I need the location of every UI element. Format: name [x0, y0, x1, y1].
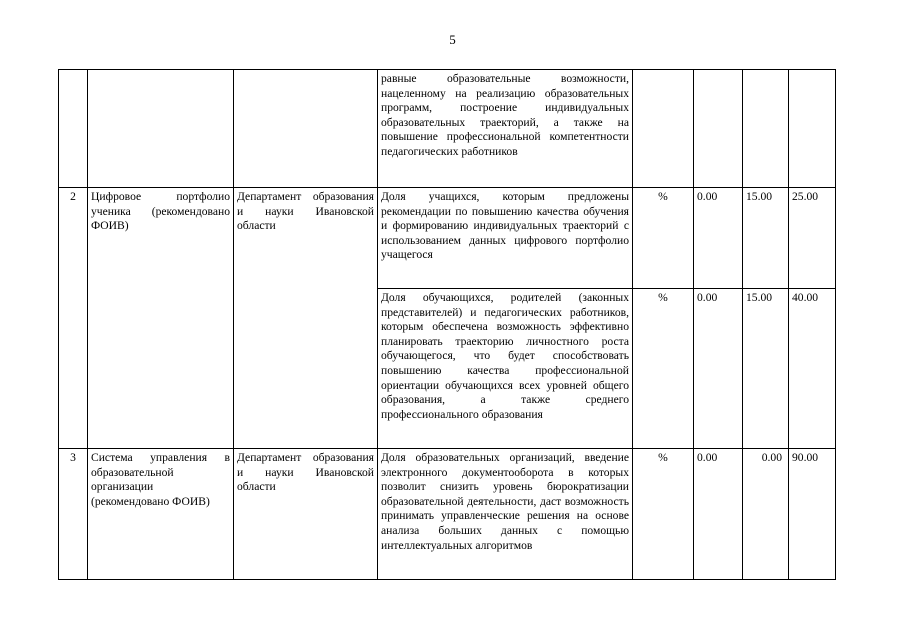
unit-cell: [633, 70, 694, 188]
indicator-value-target: 25.00: [789, 188, 836, 289]
project-name: Система управления в образовательной организации (рекомендовано ФОИВ): [88, 449, 234, 580]
project-name: Цифровое портфолио ученика (рекомендовано ФОИВ): [88, 188, 234, 449]
indicator-unit: %: [633, 188, 694, 289]
indicator-value-mid: 0.00: [743, 449, 789, 580]
indicator-unit: %: [633, 449, 694, 580]
value-mid-cell: [743, 70, 789, 188]
department-name: Департамент образования и науки Ивановской области: [234, 449, 378, 580]
indicator-text: Доля учащихся, которым предложены рекомендации по повышению качества обучения и формированию индивидуальных траекторий с использованием данных цифрового портфолио учащегося: [378, 188, 633, 289]
project-name-cell: [88, 70, 234, 188]
indicator-value-target: 40.00: [789, 289, 836, 449]
indicator-text: Доля обучающихся, родителей (законных представителей) и педагогических работников, которым обеспечена возможность эффективно планировать траекторию личностного роста обучающегося, что будет способствовать повышению качества профессиональной ориентации обучающихся всех уровней общего образования, а также среднего профессионального образования: [378, 289, 633, 449]
indicator-text: равные образовательные возможности, нацеленному на реализацию образовательных программ, построение индивидуальных образовательных траекторий, а также на повышение профессиональной компетентности педагогических работников: [378, 70, 633, 188]
projects-table: [58, 69, 836, 580]
table-row-continuation: [59, 70, 836, 188]
indicator-value-mid: 15.00: [743, 188, 789, 289]
row-number: 2: [59, 188, 88, 449]
table-row: [59, 449, 836, 580]
department-cell: [234, 70, 378, 188]
row-number-cell: [59, 70, 88, 188]
row-number: 3: [59, 449, 88, 580]
department-name: Департамент образования и науки Ивановской области: [234, 188, 378, 449]
table-row: [59, 188, 836, 289]
indicator-value-base: 0.00: [694, 188, 743, 289]
indicator-value-base: 0.00: [694, 289, 743, 449]
indicator-value-target: 90.00: [789, 449, 836, 580]
indicator-value-base: 0.00: [694, 449, 743, 580]
indicator-value-mid: 15.00: [743, 289, 789, 449]
indicator-unit: %: [633, 289, 694, 449]
value-target-cell: [789, 70, 836, 188]
indicator-text: Доля образовательных организаций, введение электронного документооборота в которых позволит снизить уровень бюрократизации образовательной деятельности, даст возможность принимать управленческие решения на основе анализа больших данных с помощью интеллектуальных алгоритмов: [378, 449, 633, 580]
value-base-cell: [694, 70, 743, 188]
page-number: 5: [449, 32, 456, 47]
